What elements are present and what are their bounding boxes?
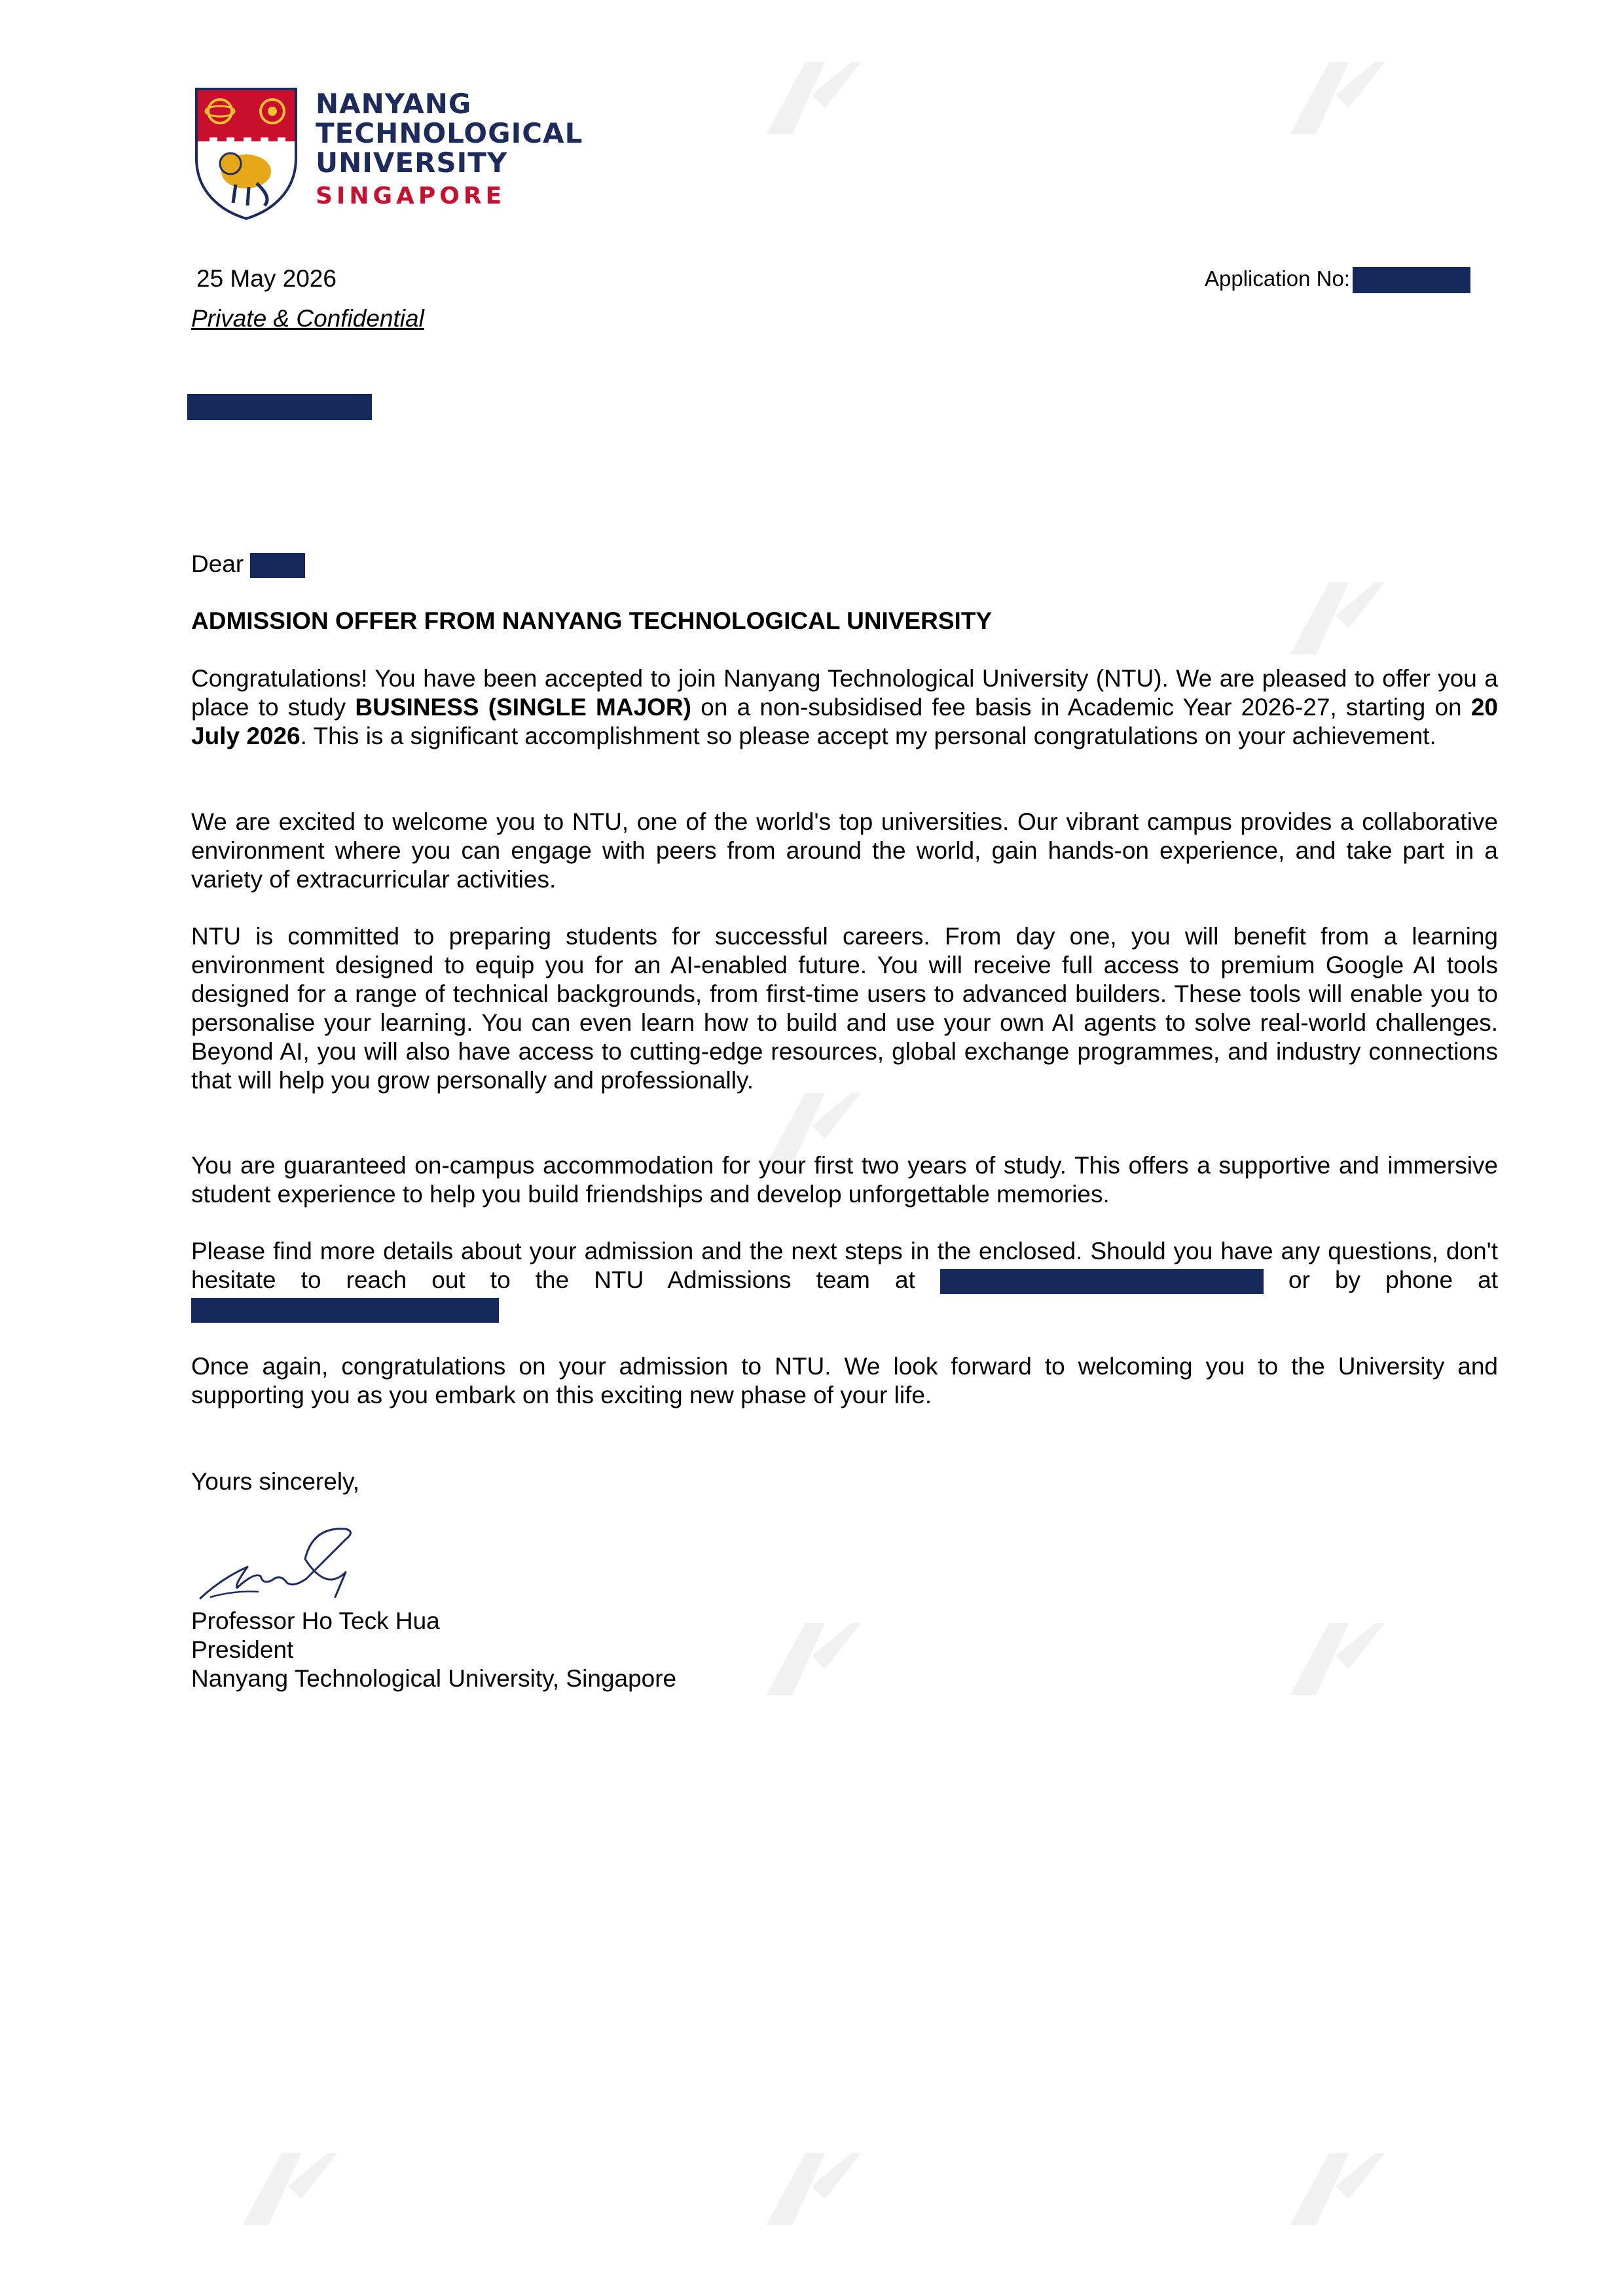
paragraph-2: We are excited to welcome you to NTU, one of the world's top universities. Our vibrant campus provides a collaborative environment where you can engage with peers from around the world, gain hands-on experience, and take part in a variety of extracurricular activities. <box>191 808 1498 893</box>
programme-name: BUSINESS (SINGLE MAJOR) <box>355 694 691 721</box>
redacted-email <box>940 1269 1264 1294</box>
paragraph-1-text-b: on a non-subsidised fee basis in Academic Year 2026-27, starting on <box>691 694 1471 721</box>
redacted-recipient-name <box>250 553 305 578</box>
paragraph-3: NTU is committed to preparing students for successful careers. From day one, you will benefit from a learning environment designed to equip you for an AI-enabled future. You will receive full access to premium Google AI tools designed for a range of technical backgrounds, from first-time users to advanced builders. These tools will enable you to personalise your learning. You can even learn how to build and use your own AI agents to solve real-world challenges. Beyond AI, you will also have access to cutting-edge resources, global exchange programmes, and industry connections that will help you grow personally and professionally. <box>191 923 1498 1094</box>
university-crest-icon <box>194 86 299 221</box>
start-date: 20 July 2026 <box>191 694 1498 749</box>
letterhead-line-2: TECHNOLOGICAL <box>316 117 583 149</box>
watermark-logo-icon <box>1277 2147 1388 2232</box>
watermark-logo-icon <box>1277 1617 1388 1702</box>
paragraph-5-text-b: or by phone at <box>1263 1266 1498 1293</box>
watermark-logo-icon <box>753 56 864 141</box>
application-number <box>1205 264 1470 293</box>
salutation-text: Dear <box>191 550 244 577</box>
signatory-organisation: Nanyang Technological University, Singapore <box>191 1665 677 1692</box>
confidentiality-note: Private & Confidential <box>191 305 424 332</box>
application-number-label: Application No: <box>1205 266 1350 291</box>
watermark-logo-icon <box>229 2147 340 2232</box>
paragraph-1-text-c: . This is a significant accomplishment so please accept my personal congratulations on your achievement. <box>300 723 1436 749</box>
paragraph-1 <box>191 664 1498 751</box>
watermark-logo-icon <box>1277 576 1388 661</box>
salutation <box>191 550 305 579</box>
signatory-title: President <box>191 1636 294 1663</box>
watermark-logo-icon <box>753 1617 864 1702</box>
university-letterhead <box>194 86 583 224</box>
redacted-phone <box>191 1298 499 1323</box>
signatory-name: Professor Ho Teck Hua <box>191 1607 440 1634</box>
letterhead-line-4: SINGAPORE <box>316 183 506 209</box>
paragraph-1-text-a: Congratulations! You have been accepted to join Nanyang Technological University (NTU). We are pleased to offer you a place to study <box>191 665 1498 721</box>
letterhead-line-3: UNIVERSITY <box>316 147 508 179</box>
paragraph-6: Once again, congratulations on your admission to NTU. We look forward to welcoming you to the University and supporting you as you embark on this exciting new phase of your life. <box>191 1353 1498 1408</box>
redacted-application-number <box>1353 267 1470 293</box>
letter-date: 25 May 2026 <box>196 265 337 292</box>
paragraph-5-text-a: Please find more details about your admission and the next steps in the enclosed. Should you have any questions, don't hesitate to reach out to the NTU Admissions team at <box>191 1238 1498 1293</box>
closing: Yours sincerely, <box>191 1468 360 1495</box>
watermark-logo-icon <box>1277 56 1388 141</box>
watermark-logo-icon <box>753 2147 864 2232</box>
paragraph-5 <box>191 1237 1498 1323</box>
letterhead-line-1: NANYANG <box>316 88 472 120</box>
paragraph-4: You are guaranteed on-campus accommodation for your first two years of study. This offers a supportive and immersive student experience to help you build friendships and develop unforgettable memories. <box>191 1152 1498 1208</box>
handwritten-signature-icon <box>195 1520 359 1608</box>
redacted-addressee <box>187 394 372 420</box>
letter-subject: ADMISSION OFFER FROM NANYANG TECHNOLOGICAL UNIVERSITY <box>191 607 993 634</box>
